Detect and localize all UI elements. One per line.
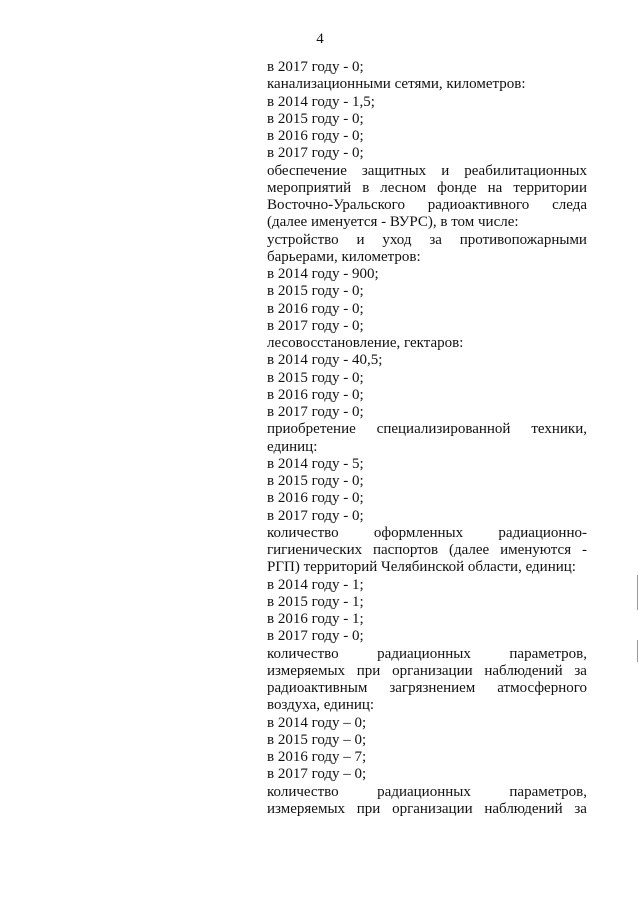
text-line: в 2017 году - 0; — [267, 317, 364, 334]
word: и — [356, 231, 365, 248]
word: в — [362, 179, 370, 196]
text-line: в 2016 году - 0; — [267, 128, 364, 144]
text-line — [267, 663, 587, 680]
text-line: в 2017 году - 0; — [267, 145, 364, 162]
word: измеряемых — [267, 800, 346, 817]
text-line: в 2016 году - 1; — [267, 611, 364, 627]
word: количество — [267, 524, 339, 541]
page-number: 4 — [316, 31, 324, 47]
word: за — [574, 800, 587, 817]
word: следа — [552, 197, 587, 213]
word: специализированной — [376, 421, 511, 438]
word: измеряемых — [267, 662, 346, 679]
text-line: в 2015 году - 0; — [267, 369, 364, 386]
text-line — [267, 232, 587, 249]
word: атмосферного — [497, 680, 587, 696]
text-line: единиц: — [267, 438, 318, 455]
word: и — [441, 162, 450, 179]
text-line: в 2015 году - 0; — [267, 473, 364, 489]
text-line: в 2014 году - 5; — [267, 455, 364, 472]
word: Восточно-Уральского — [267, 197, 405, 213]
word: радиоактивного — [427, 197, 530, 213]
word: реабилитационных — [464, 162, 587, 179]
text-line: воздуха, единиц: — [267, 697, 375, 714]
scan-edge-mark — [637, 640, 638, 662]
word: количество — [267, 783, 339, 800]
word: обеспечение — [267, 162, 347, 179]
word: при — [356, 662, 381, 679]
text-line — [267, 542, 587, 559]
word: гигиенических — [267, 542, 363, 558]
word: параметров, — [509, 783, 587, 800]
word: мероприятий — [267, 179, 352, 196]
word: радиационных — [377, 645, 471, 662]
text-line: в 2014 году – 0; — [267, 714, 367, 731]
word: приобретение — [267, 421, 356, 438]
text-line: (далее именуется - ВУРС), в том числе: — [267, 214, 519, 231]
word: на — [487, 179, 503, 196]
text-line: в 2014 году - 900; — [267, 266, 379, 282]
word: за — [429, 231, 442, 248]
word: наблюдений — [484, 662, 563, 679]
text-line: в 2014 году - 1; — [267, 576, 364, 593]
word: лесном — [380, 179, 427, 196]
word: за — [574, 662, 587, 679]
word: устройство — [267, 231, 339, 248]
word: количество — [267, 645, 339, 662]
word: наблюдений — [484, 800, 563, 817]
word: радиационно- — [498, 524, 587, 541]
word: противопожарными — [459, 231, 587, 248]
text-line: в 2016 году - 0; — [267, 300, 364, 317]
word: параметров, — [509, 645, 587, 662]
text-line — [267, 197, 587, 214]
text-line: в 2017 году – 0; — [267, 766, 367, 783]
word: оформленных — [373, 524, 464, 541]
text-line — [267, 784, 587, 801]
text-line: в 2016 году – 7; — [267, 749, 367, 765]
text-line: РГП) территорий Челябинской области, единиц: — [267, 559, 576, 576]
word: территории — [513, 179, 587, 196]
word: радиационных — [377, 783, 471, 800]
text-line: в 2016 году - 0; — [267, 386, 364, 403]
word: (далее — [449, 542, 490, 558]
text-line: в 2017 году - 0; — [267, 404, 364, 420]
text-line — [267, 180, 587, 197]
word: именуются — [500, 542, 572, 558]
word: - — [581, 542, 587, 558]
word: радиоактивным — [267, 680, 368, 696]
text-line: барьерами, километров: — [267, 248, 421, 265]
word: защитных — [361, 162, 427, 179]
word: при — [356, 800, 381, 817]
text-line — [267, 163, 587, 180]
word: паспортов — [373, 542, 439, 558]
text-line: в 2015 году - 0; — [267, 110, 364, 127]
word: организации — [392, 800, 473, 817]
text-line: в 2015 году - 1; — [267, 593, 364, 610]
word: техники, — [531, 421, 587, 438]
text-line — [267, 646, 587, 663]
text-line — [267, 525, 587, 542]
text-line: в 2016 году - 0; — [267, 490, 364, 507]
document-body — [267, 59, 587, 818]
text-line: в 2017 году - 0; — [267, 59, 364, 75]
text-line — [267, 421, 587, 438]
word: организации — [392, 662, 473, 679]
text-line: в 2014 году - 1,5; — [267, 93, 375, 110]
text-line — [267, 680, 587, 697]
scan-edge-mark — [637, 575, 638, 610]
word: загрязнением — [389, 680, 476, 696]
word: фонде — [437, 179, 477, 196]
word: уход — [382, 231, 412, 248]
text-line: в 2014 году - 40,5; — [267, 352, 383, 369]
text-line: в 2017 году - 0; — [267, 628, 364, 645]
text-line: канализационными сетями, километров: — [267, 76, 526, 93]
text-line: в 2015 году - 0; — [267, 283, 364, 300]
text-line: в 2017 году - 0; — [267, 507, 364, 524]
text-line: в 2015 году – 0; — [267, 731, 367, 748]
text-line: лесовосстановление, гектаров: — [267, 335, 464, 351]
text-line — [267, 801, 587, 818]
